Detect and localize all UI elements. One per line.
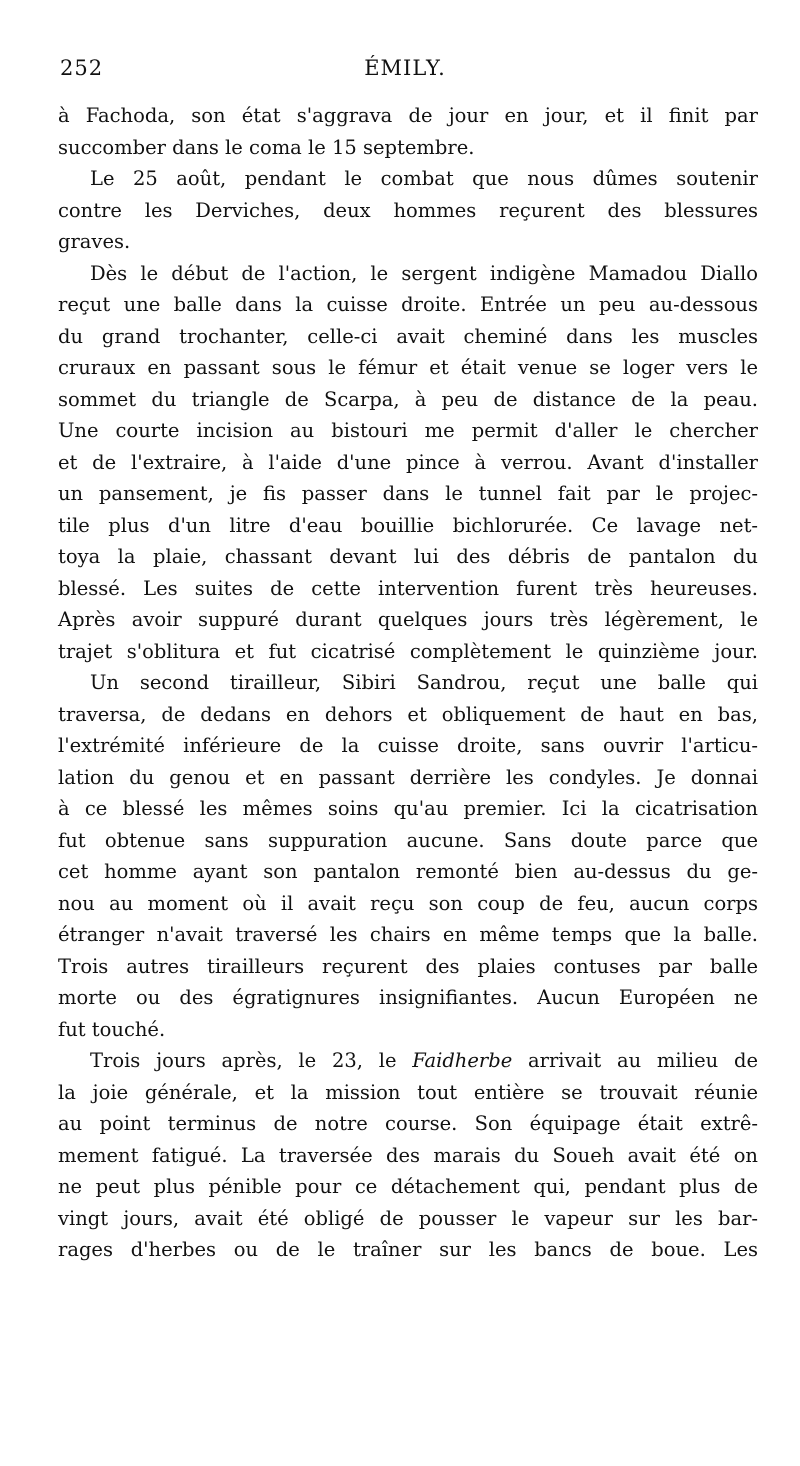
paragraph <box>58 163 758 258</box>
paragraph <box>58 1045 758 1266</box>
text-line: ne peut plus pénible pour ce détachement qui, pendant plus de <box>58 1175 758 1198</box>
ship-name: Faidherbe <box>412 1049 513 1072</box>
text-line: nou au moment où il avait reçu son coup de feu, aucun corps <box>58 891 758 915</box>
text-line: Dès le début de l'action, le sergent indigène Mamadou Diallo <box>90 261 758 285</box>
text-line: traversa, de dedans en dehors et obliquement de haut en bas, <box>58 702 758 726</box>
body-text <box>58 100 758 1266</box>
text-line: Trois autres tirailleurs reçurent des plaies contuses par balle <box>58 954 758 978</box>
text-line: étranger n'avait traversé les chairs en même temps que la balle. <box>58 923 758 946</box>
paragraph-continuation <box>58 100 758 163</box>
text-line: toya la plaie, chassant devant lui des débris de pantalon du <box>58 545 758 568</box>
text-line: trajet s'oblitura et fut cicatrisé complètement le quinzième jour. <box>58 639 758 663</box>
running-title: ÉMILY. <box>364 56 446 80</box>
text-line: blessé. Les suites de cette intervention furent très heureuses. <box>58 576 758 600</box>
text-line: au point terminus de notre course. Son équipage était extrê- <box>58 1112 758 1135</box>
running-head <box>60 56 750 86</box>
text-line: à Fachoda, son état s'aggrava de jour en jour, et il finit par <box>58 104 758 127</box>
text-line: l'extrémité inférieure de la cuisse droite, sans ouvrir l'articu- <box>58 734 758 757</box>
text-line: cruraux en passant sous le fémur et était venue se loger vers le <box>58 356 758 379</box>
text-line: succomber dans le coma le 15 septembre. <box>58 135 475 159</box>
text-line: Un second tirailleur, Sibiri Sandrou, reçut une balle qui <box>90 671 758 694</box>
paragraph <box>58 667 758 1045</box>
text-line: cet homme ayant son pantalon remonté bien au-dessus du ge- <box>58 860 758 883</box>
text-line: fut touché. <box>58 1017 166 1041</box>
text-line: contre les Derviches, deux hommes reçurent des blessures <box>58 198 758 222</box>
text-line: un pansement, je fis passer dans le tunnel fait par le projec- <box>58 482 758 505</box>
text-line: lation du genou et en passant derrière les condyles. Je donnai <box>58 765 758 789</box>
text-line: sommet du triangle de Scarpa, à peu de distance de la peau. <box>58 387 758 411</box>
text-segment: arrivait au milieu de <box>512 1049 758 1072</box>
text-line <box>58 1045 758 1077</box>
text-line: morte ou des égratignures insignifiantes. Aucun Européen ne <box>58 986 758 1009</box>
text-segment: Trois jours après, le 23, le <box>90 1049 413 1072</box>
text-line: à ce blessé les mêmes soins qu'au premier. Ici la cicatrisation <box>58 797 758 820</box>
text-line: reçut une balle dans la cuisse droite. Entrée un peu au-dessous <box>58 293 758 316</box>
text-line: tile plus d'un litre d'eau bouillie bichlorurée. Ce lavage net- <box>58 513 758 537</box>
text-line: Une courte incision au bistouri me permit d'aller le chercher <box>58 419 758 442</box>
text-line: Le 25 août, pendant le combat que nous dûmes soutenir <box>90 167 758 190</box>
text-line: rages d'herbes ou de le traîner sur les bancs de boue. Les <box>58 1238 758 1261</box>
text-line: mement fatigué. La traversée des marais du Soueh avait été on <box>58 1143 758 1167</box>
text-line: du grand trochanter, celle-ci avait cheminé dans les muscles <box>58 324 758 348</box>
text-line: fut obtenue sans suppuration aucune. Sans doute parce que <box>58 828 758 852</box>
text-line: Après avoir suppuré durant quelques jours très légèrement, le <box>58 608 758 631</box>
text-line: graves. <box>58 230 131 253</box>
text-line: la joie générale, et la mission tout entière se trouvait réunie <box>58 1080 758 1104</box>
text-line: et de l'extraire, à l'aide d'une pince à verrou. Avant d'installer <box>58 450 758 474</box>
text-line: vingt jours, avait été obligé de pousser le vapeur sur les bar- <box>58 1206 758 1230</box>
paragraph <box>58 258 758 668</box>
page-number: 252 <box>60 56 104 80</box>
